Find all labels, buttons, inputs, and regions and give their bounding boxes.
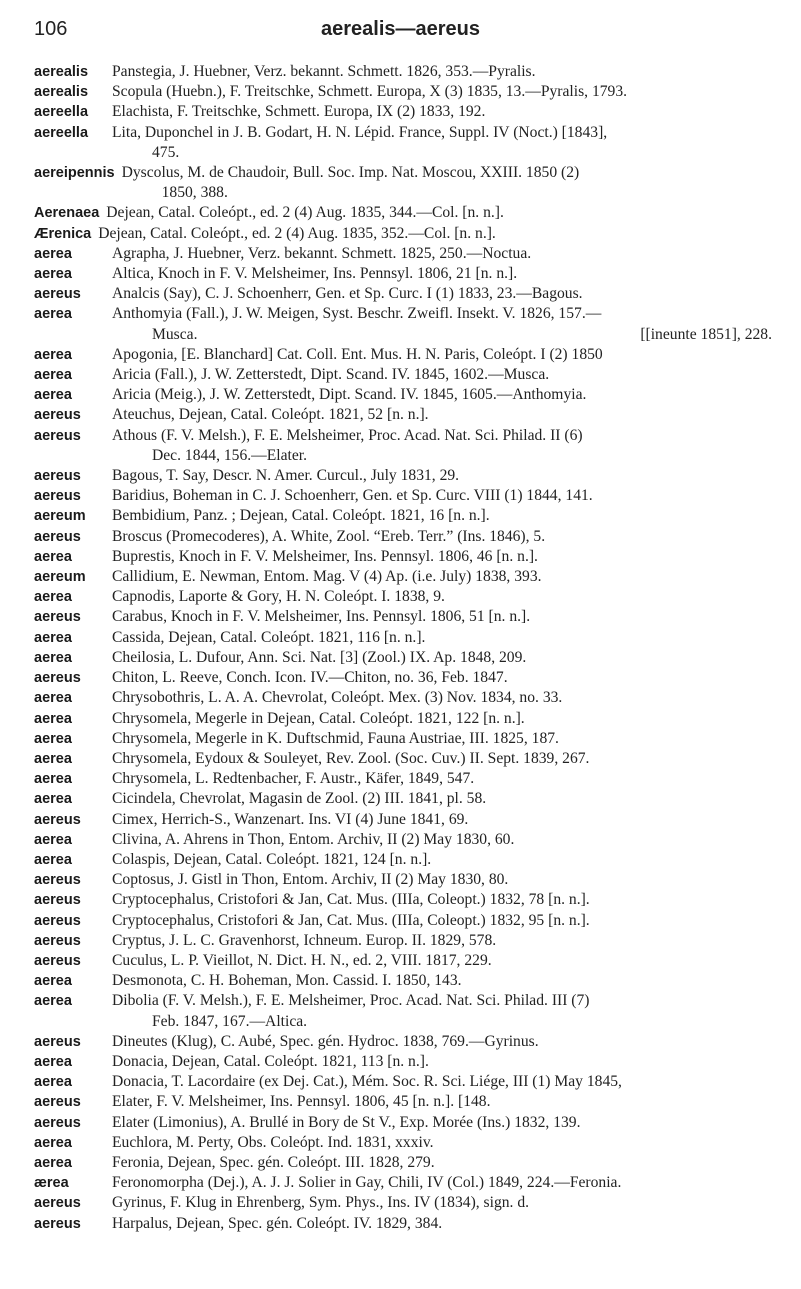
entry-term: aereus	[34, 1215, 81, 1232]
citation-line: Cassida, Dejean, Catal. Coleópt. 1821, 116 [n. n.].	[112, 628, 426, 646]
entry-citation	[112, 102, 774, 122]
entry-citation	[112, 1032, 774, 1052]
index-entry	[34, 709, 774, 729]
entry-citation	[112, 62, 774, 82]
citation-line: Chrysomela, Megerle in K. Duftschmid, Fauna Austriae, III. 1825, 187.	[112, 729, 559, 747]
index-entry	[34, 951, 774, 971]
citation-line: Cryptocephalus, Cristofori & Jan, Cat. Mus. (IIIa, Coleopt.) 1832, 78 [n. n.].	[112, 891, 590, 909]
citation-line: Cimex, Herrich-S., Wanzenart. Ins. VI (4) June 1841, 69.	[112, 810, 469, 828]
index-entry	[34, 102, 774, 122]
citation-line: Capnodis, Laporte & Gory, H. N. Coleópt. I. 1838, 9.	[112, 588, 445, 606]
entry-term: aerea	[34, 1134, 72, 1151]
index-entry	[34, 870, 774, 890]
citation-line: Analcis (Say), C. J. Schoenherr, Gen. et Sp. Curc. I (1) 1833, 23.—Bagous.	[112, 285, 583, 303]
citation-line: Bembidium, Panz. ; Dejean, Catal. Coleópt. 1821, 16 [n. n.].	[112, 507, 490, 525]
entry-citation	[112, 284, 774, 304]
index-entry	[34, 345, 774, 365]
index-entry	[34, 547, 774, 567]
citation-line: Baridius, Boheman in C. J. Schoenherr, Gen. et Sp. Curc. VIII (1) 1844, 141.	[112, 487, 593, 505]
entry-citation	[112, 870, 774, 890]
entry-citation	[98, 224, 774, 244]
entry-term: aereella	[34, 104, 89, 121]
entry-term: aereella	[34, 124, 89, 141]
index-entry	[34, 123, 774, 163]
entry-citation	[112, 1173, 774, 1193]
entry-citation	[112, 426, 774, 466]
citation-line: Chrysomela, Eydoux & Souleyet, Rev. Zool. (Soc. Cuv.) II. Sept. 1839, 267.	[112, 749, 590, 767]
page-number: 106	[34, 18, 68, 40]
citation-line: Lita, Duponchel in J. B. Godart, H. N. Lépid. France, Suppl. IV (Noct.) [1843],	[112, 123, 608, 141]
citation-line-wrap	[112, 325, 774, 345]
entry-term: aereus	[34, 528, 81, 545]
entry-citation	[112, 971, 774, 991]
entry-term: aerea	[34, 629, 72, 646]
citation-line: Cuculus, L. P. Vieillot, N. Dict. H. N., ed. 2, VIII. 1817, 229.	[112, 951, 492, 969]
entry-term: aereus	[34, 468, 81, 485]
index-entry	[34, 1193, 774, 1213]
citation-line: Donacia, Dejean, Catal. Coleópt. 1821, 113 [n. n.].	[112, 1052, 429, 1070]
entry-term: Aerenaea	[34, 205, 100, 222]
citation-line: Chrysomela, L. Redtenbacher, F. Austr., Käfer, 1849, 547.	[112, 770, 475, 788]
entry-citation	[112, 729, 774, 749]
entry-term: Ærenica	[34, 225, 92, 242]
index-entry	[34, 1072, 774, 1092]
index-entry	[34, 466, 774, 486]
citation-line: Cryptocephalus, Cristofori & Jan, Cat. Mus. (IIIa, Coleopt.) 1832, 95 [n. n.].	[112, 911, 590, 929]
entry-citation	[112, 789, 774, 809]
entry-term: aerea	[34, 771, 72, 788]
index-entry	[34, 729, 774, 749]
running-head: aerealis—aereus	[320, 18, 480, 40]
citation-line: 1850, 388.	[161, 184, 228, 202]
index-entry	[34, 789, 774, 809]
citation-line: Euchlora, M. Perty, Obs. Coleópt. Ind. 1831, xxxiv.	[112, 1133, 434, 1151]
citation-line: Gyrinus, F. Klug in Ehrenberg, Sym. Phys., Ins. IV (1834), sign. d.	[112, 1194, 530, 1212]
entry-citation	[112, 304, 774, 344]
entry-term: aerea	[34, 710, 72, 727]
entry-term: aerealis	[34, 64, 89, 80]
entry-term: aerea	[34, 548, 72, 565]
entry-list	[34, 62, 774, 1234]
citation-line: Bagous, T. Say, Descr. N. Amer. Curcul., July 1831, 29.	[112, 467, 460, 485]
index-entry	[34, 607, 774, 627]
entry-term: aereipennis	[34, 165, 115, 182]
entry-citation	[112, 82, 774, 102]
citation-line: Aricia (Meig.), J. W. Zetterstedt, Dipt. Scand. IV. 1845, 1605.—Anthomyia.	[112, 386, 587, 404]
citation-line: Musca.	[152, 325, 198, 343]
entry-citation	[106, 203, 774, 223]
entry-citation	[112, 688, 774, 708]
entry-term: aerea	[34, 589, 72, 606]
entry-term: aerea	[34, 973, 72, 990]
citation-line: Scopula (Huebn.), F. Treitschke, Schmett. Europa, X (3) 1835, 13.—Pyralis, 1793.	[112, 83, 628, 101]
citation-line: Cicindela, Chevrolat, Magasin de Zool. (2) III. 1841, pl. 58.	[112, 790, 487, 808]
citation-line: Dibolia (F. V. Melsh.), F. E. Melsheimer, Proc. Acad. Nat. Sci. Philad. III (7)	[112, 992, 590, 1010]
citation-line: Aricia (Fall.), J. W. Zetterstedt, Dipt. Scand. IV. 1845, 1602.—Musca.	[112, 366, 550, 384]
citation-line: Broscus (Promecoderes), A. White, Zool. “Ereb. Terr.” (Ins. 1846), 5.	[112, 527, 546, 545]
entry-citation	[112, 567, 774, 587]
citation-line: 475.	[152, 143, 180, 161]
entry-term: aereus	[34, 286, 81, 303]
entry-term: aerea	[34, 851, 72, 868]
index-entry	[34, 284, 774, 304]
citation-line: Elachista, F. Treitschke, Schmett. Europa, IX (2) 1833, 192.	[112, 103, 486, 121]
entry-term: aereum	[34, 569, 86, 586]
index-entry	[34, 688, 774, 708]
index-entry	[34, 567, 774, 587]
entry-citation	[112, 264, 774, 284]
citation-line: Chrysobothris, L. A. A. Chevrolat, Coleópt. Mex. (3) Nov. 1834, no. 33.	[112, 689, 563, 707]
index-entry	[34, 769, 774, 789]
entry-term: aerea	[34, 367, 72, 384]
entry-term: aereus	[34, 952, 81, 969]
entry-term: aereus	[34, 872, 81, 889]
citation-line: Feronomorpha (Dej.), A. J. J. Solier in Gay, Chili, IV (Col.) 1849, 224.—Feronia.	[112, 1174, 622, 1192]
entry-citation	[112, 385, 774, 405]
entry-term: aerea	[34, 791, 72, 808]
index-entry	[34, 1173, 774, 1193]
entry-citation	[112, 527, 774, 547]
citation-line: Altica, Knoch in F. V. Melsheimer, Ins. Pennsyl. 1806, 21 [n. n.].	[112, 265, 518, 283]
citation-line: Panstegia, J. Huebner, Verz. bekannt. Schmett. 1826, 353.—Pyralis.	[112, 63, 536, 80]
citation-line: Elater (Limonius), A. Brullé in Bory de St V., Exp. Morée (Ins.) 1832, 139.	[112, 1113, 581, 1131]
citation-line: Dejean, Catal. Coleópt., ed. 2 (4) Aug. 1835, 352.—Col. [n. n.].	[98, 224, 496, 242]
citation-line: Dyscolus, M. de Chaudoir, Bull. Soc. Imp. Nat. Moscou, XXIII. 1850 (2)	[121, 164, 580, 182]
entry-citation	[112, 931, 774, 951]
entry-citation	[112, 123, 774, 163]
entry-citation	[112, 1052, 774, 1072]
entry-citation	[112, 1214, 774, 1234]
index-entry	[34, 830, 774, 850]
index-entry	[34, 648, 774, 668]
index-entry	[34, 850, 774, 870]
entry-citation	[112, 709, 774, 729]
index-entry	[34, 749, 774, 769]
citation-line: [[ineunte 1851], 228.	[640, 325, 772, 343]
entry-citation	[112, 911, 774, 931]
entry-term: aereus	[34, 670, 81, 687]
entry-citation	[112, 1072, 774, 1092]
entry-term: aerea	[34, 266, 72, 283]
index-entry	[34, 527, 774, 547]
index-entry	[34, 931, 774, 951]
entry-citation	[112, 1153, 774, 1173]
entry-term: aereus	[34, 1195, 81, 1212]
entry-term: aerea	[34, 306, 72, 323]
citation-line: Clivina, A. Ahrens in Thon, Entom. Archiv, II (2) May 1830, 60.	[112, 830, 515, 848]
index-entry	[34, 385, 774, 405]
entry-citation	[112, 991, 774, 1031]
index-entry	[34, 203, 774, 223]
citation-line: Coptosus, J. Gistl in Thon, Entom. Archiv, II (2) May 1830, 80.	[112, 871, 509, 889]
index-entry	[34, 426, 774, 466]
entry-term: aerea	[34, 245, 72, 262]
index-entry	[34, 1133, 774, 1153]
entry-term: aerea	[34, 690, 72, 707]
index-entry	[34, 1113, 774, 1133]
entry-citation	[112, 890, 774, 910]
entry-term: aerea	[34, 1053, 72, 1070]
entry-term: aereus	[34, 811, 81, 828]
index-entry	[34, 1092, 774, 1112]
entry-citation	[112, 365, 774, 385]
citation-line: Chrysomela, Megerle in Dejean, Catal. Coleópt. 1821, 122 [n. n.].	[112, 709, 525, 727]
index-entry	[34, 82, 774, 102]
index-entry	[34, 810, 774, 830]
citation-line: Donacia, T. Lacordaire (ex Dej. Cat.), Mém. Soc. R. Sci. Liége, III (1) May 1845,	[112, 1073, 622, 1091]
entry-citation	[112, 769, 774, 789]
entry-term: aereus	[34, 427, 81, 444]
entry-citation	[112, 749, 774, 769]
entry-term: aerea	[34, 1074, 72, 1091]
entry-term: aereus	[34, 609, 81, 626]
entry-citation	[112, 1113, 774, 1133]
index-entry	[34, 62, 774, 82]
entry-citation	[122, 163, 774, 203]
citation-line: Colaspis, Dejean, Catal. Coleópt. 1821, 124 [n. n.].	[112, 850, 432, 868]
citation-line: Buprestis, Knoch in F. V. Melsheimer, Ins. Pennsyl. 1806, 46 [n. n.].	[112, 547, 538, 565]
index-entry	[34, 1153, 774, 1173]
index-entry	[34, 304, 774, 344]
entry-citation	[112, 830, 774, 850]
index-entry	[34, 587, 774, 607]
entry-citation	[112, 628, 774, 648]
index-entry	[34, 365, 774, 385]
index-entry	[34, 163, 774, 203]
entry-term: aerea	[34, 346, 72, 363]
entry-term: aereus	[34, 892, 81, 909]
entry-term: aerealis	[34, 84, 89, 101]
entry-term: aerea	[34, 387, 72, 404]
entry-term: aereus	[34, 912, 81, 929]
entry-term: aereus	[34, 1033, 81, 1050]
entry-term: ærea	[34, 1175, 69, 1192]
entry-citation	[112, 547, 774, 567]
index-entry	[34, 506, 774, 526]
index-entry	[34, 628, 774, 648]
citation-line: Dejean, Catal. Coleópt., ed. 2 (4) Aug. 1835, 344.—Col. [n. n.].	[106, 204, 504, 222]
index-entry	[34, 971, 774, 991]
citation-line: Apogonia, [E. Blanchard] Cat. Coll. Ent. Mus. H. N. Paris, Coleópt. I (2) 1850	[112, 345, 603, 363]
citation-line: Athous (F. V. Melsh.), F. E. Melsheimer, Proc. Acad. Nat. Sci. Philad. II (6)	[112, 426, 583, 444]
entry-citation	[112, 1092, 774, 1112]
citation-line: Dec. 1844, 156.—Elater.	[152, 446, 308, 464]
citation-line: Callidium, E. Newman, Entom. Mag. V (4) Ap. (i.e. July) 1838, 393.	[112, 568, 542, 586]
entry-citation	[112, 951, 774, 971]
index-entry	[34, 1032, 774, 1052]
citation-line: Desmonota, C. H. Boheman, Mon. Cassid. I. 1850, 143.	[112, 972, 462, 990]
entry-term: aereus	[34, 1114, 81, 1131]
index-entry	[34, 1214, 774, 1234]
index-entry	[34, 911, 774, 931]
entry-citation	[112, 668, 774, 688]
entry-citation	[112, 244, 774, 264]
entry-citation	[112, 1133, 774, 1153]
entry-citation	[112, 486, 774, 506]
index-entry	[34, 486, 774, 506]
entry-citation	[112, 607, 774, 627]
citation-line: Feronia, Dejean, Spec. gén. Coleópt. III. 1828, 279.	[112, 1153, 435, 1171]
citation-line: Anthomyia (Fall.), J. W. Meigen, Syst. Beschr. Zweifl. Insekt. V. 1826, 157.—	[112, 305, 602, 323]
entry-citation	[112, 345, 774, 365]
index-entry	[34, 405, 774, 425]
citation-line: Cheilosia, L. Dufour, Ann. Sci. Nat. [3] (Zool.) IX. Ap. 1848, 209.	[112, 648, 527, 666]
citation-line: Harpalus, Dejean, Spec. gén. Coleópt. IV. 1829, 384.	[112, 1214, 443, 1232]
index-entry	[34, 991, 774, 1031]
citation-line: Dineutes (Klug), C. Aubé, Spec. gén. Hydroc. 1838, 769.—Gyrinus.	[112, 1032, 539, 1050]
index-entry	[34, 1052, 774, 1072]
entry-term: aereus	[34, 932, 81, 949]
citation-line: Carabus, Knoch in F. V. Melsheimer, Ins. Pennsyl. 1806, 51 [n. n.].	[112, 608, 531, 626]
entry-citation	[112, 648, 774, 668]
index-entry	[34, 890, 774, 910]
citation-line: Ateuchus, Dejean, Catal. Coleópt. 1821, 52 [n. n.].	[112, 406, 429, 424]
entry-term: aereum	[34, 508, 86, 525]
entry-term: aerea	[34, 730, 72, 747]
citation-line: Chiton, L. Reeve, Conch. Icon. IV.—Chiton, no. 36, Feb. 1847.	[112, 669, 508, 687]
entry-term: aereus	[34, 1094, 81, 1111]
entry-term: aerea	[34, 750, 72, 767]
entry-citation	[112, 850, 774, 870]
index-entry	[34, 264, 774, 284]
entry-citation	[112, 506, 774, 526]
citation-line: Elater, F. V. Melsheimer, Ins. Pennsyl. 1806, 45 [n. n.]. [148.	[112, 1093, 491, 1111]
citation-line: Feb. 1847, 167.—Altica.	[152, 1012, 308, 1030]
entry-term: aerea	[34, 831, 72, 848]
entry-term: aerea	[34, 649, 72, 666]
entry-term: aereus	[34, 488, 81, 505]
entry-citation	[112, 1193, 774, 1213]
entry-term: aerea	[34, 993, 72, 1010]
entry-citation	[112, 587, 774, 607]
index-entry	[34, 224, 774, 244]
entry-term: aerea	[34, 1154, 72, 1171]
index-entry	[34, 668, 774, 688]
entry-citation	[112, 810, 774, 830]
citation-line: Cryptus, J. L. C. Gravenhorst, Ichneum. Europ. II. 1829, 578.	[112, 931, 497, 949]
index-entry	[34, 244, 774, 264]
entry-term: aereus	[34, 407, 81, 424]
entry-citation	[112, 466, 774, 486]
entry-citation	[112, 405, 774, 425]
citation-line: Agrapha, J. Huebner, Verz. bekannt. Schmett. 1825, 250.—Noctua.	[112, 244, 532, 262]
